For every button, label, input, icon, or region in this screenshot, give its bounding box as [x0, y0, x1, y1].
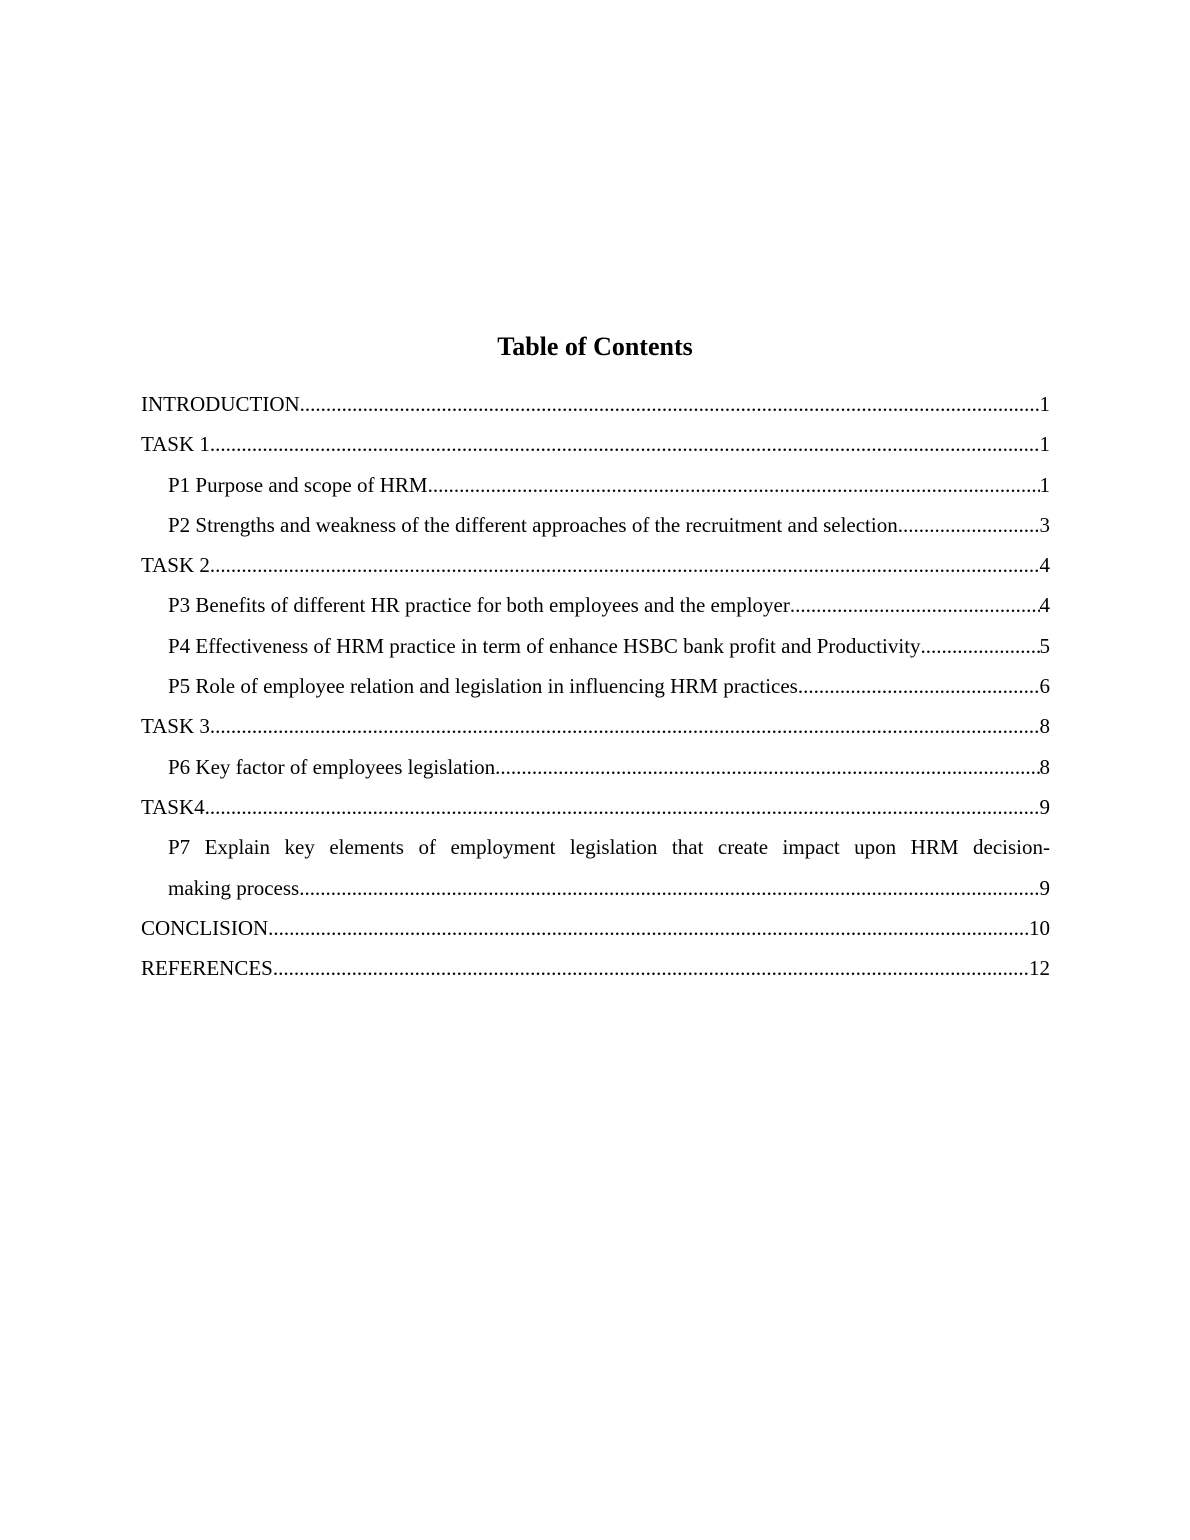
toc-dot-leader [205, 787, 1040, 827]
toc-entry-label: TASK 1 [141, 432, 210, 457]
toc-dot-leader [210, 545, 1040, 585]
toc-entry-label: TASK 3 [141, 714, 210, 739]
toc-entry-label: P3 Benefits of different HR practice for both employees and the employer [168, 593, 790, 618]
toc-entry-label: P6 Key factor of employees legislation [168, 754, 496, 779]
toc-page-number: 3 [1039, 512, 1050, 537]
toc-entry-label: P5 Role of employee relation and legislation in influencing HRM practices [168, 674, 798, 699]
toc-dot-leader [898, 505, 1040, 545]
toc-entry-label: P1 Purpose and scope of HRM [168, 472, 428, 497]
toc-entry-p6[interactable] [141, 747, 1050, 787]
toc-page-number: 8 [1039, 754, 1050, 779]
toc-entry-task-4[interactable] [141, 787, 1050, 827]
toc-dot-leader [798, 666, 1040, 706]
toc-entry-introduction[interactable] [141, 384, 1050, 424]
toc-dot-leader [790, 585, 1040, 625]
toc-dot-leader [495, 747, 1039, 787]
toc-entry-label: INTRODUCTION [141, 392, 300, 416]
toc-entry-label: P2 Strengths and weakness of the different approaches of the recruitment and selection [168, 512, 898, 537]
toc-entry-p3[interactable] [141, 585, 1050, 625]
toc-entry-task-3[interactable] [141, 706, 1050, 746]
toc-dot-leader [210, 706, 1040, 746]
toc-title: Table of Contents [497, 332, 693, 361]
toc-page-number: 5 [1039, 633, 1050, 658]
toc-entry-label: TASK 2 [141, 553, 210, 578]
toc-entry-label: CONCLISION [141, 915, 269, 940]
toc-page-number: 1 [1039, 392, 1050, 416]
toc-dot-leader [300, 384, 1040, 424]
toc-dot-leader [210, 424, 1040, 464]
toc-page-number: 4 [1039, 593, 1050, 618]
toc-page-number: 1 [1039, 472, 1050, 497]
toc-entry-label-line-2: making process [168, 875, 300, 900]
toc-entry-p5[interactable] [141, 666, 1050, 706]
toc-page-number: 4 [1039, 553, 1050, 578]
toc-list [141, 384, 1050, 988]
toc-entry-p2[interactable] [141, 505, 1050, 545]
toc-page-number: 8 [1039, 714, 1050, 739]
toc-page-number: 12 [1029, 956, 1050, 981]
toc-entry-conclusion[interactable] [141, 908, 1050, 948]
toc-entry-label: REFERENCES [141, 956, 273, 981]
toc-entry-label: P4 Effectiveness of HRM practice in term of enhance HSBC bank profit and Productivity [168, 633, 921, 658]
toc-page-number: 1 [1039, 432, 1050, 457]
toc-entry-line-2 [168, 868, 1050, 908]
toc-dot-leader [273, 948, 1029, 988]
toc-page-number: 6 [1039, 674, 1050, 699]
toc-entry-label-line-1: P7 Explain key elements of employment legislation that create impact upon HRM decision- [168, 835, 1050, 860]
toc-entry-p1[interactable] [141, 465, 1050, 505]
toc-dot-leader [268, 908, 1029, 948]
toc-dot-leader [299, 868, 1039, 908]
toc-dot-leader [428, 465, 1040, 505]
toc-entry-task-2[interactable] [141, 545, 1050, 585]
toc-page-number: 9 [1039, 794, 1050, 819]
toc-dot-leader [921, 626, 1040, 666]
toc-page-number: 10 [1029, 915, 1050, 940]
toc-entry-p4[interactable] [141, 626, 1050, 666]
toc-entry-label: TASK4 [141, 794, 205, 819]
toc-entry-task-1[interactable] [141, 424, 1050, 464]
toc-page-number: 9 [1039, 875, 1050, 900]
toc-entry-references[interactable] [141, 948, 1050, 988]
toc-entry-p7[interactable] [141, 827, 1050, 908]
